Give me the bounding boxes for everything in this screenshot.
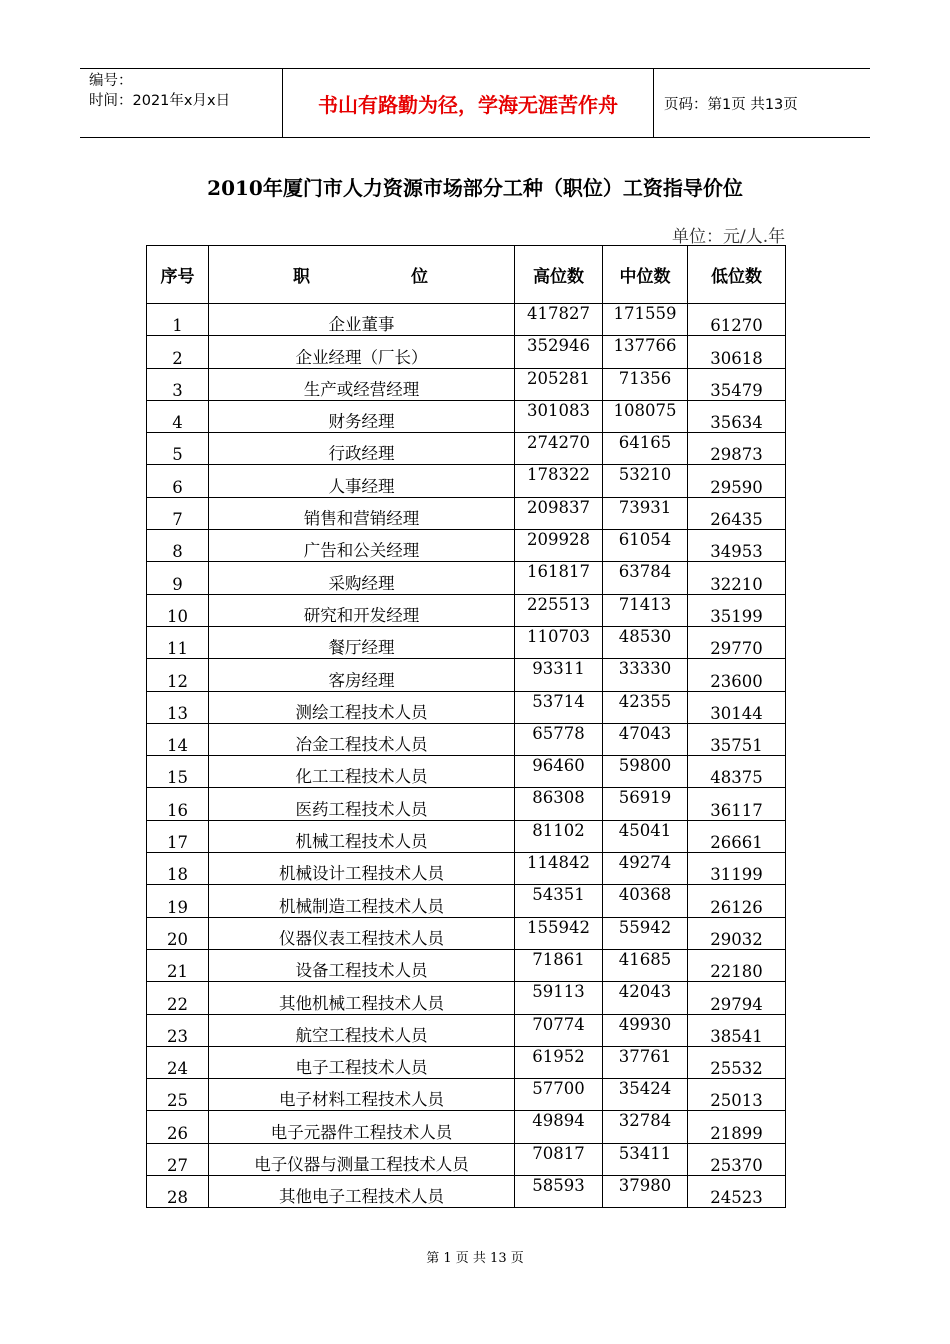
cell-high: 49894 (515, 1111, 603, 1143)
cell-mid: 71413 (603, 594, 688, 626)
cell-low: 35751 (688, 723, 786, 755)
cell-high: 110703 (515, 626, 603, 658)
cell-title: 冶金工程技术人员 (209, 723, 515, 755)
cell-title: 电子材料工程技术人员 (209, 1079, 515, 1111)
cell-high: 209928 (515, 530, 603, 562)
cell-title: 机械设计工程技术人员 (209, 853, 515, 885)
table-row (147, 368, 786, 400)
cell-mid: 137766 (603, 336, 688, 368)
cell-mid: 171559 (603, 304, 688, 336)
cell-low: 29794 (688, 982, 786, 1014)
cell-title: 客房经理 (209, 659, 515, 691)
cell-title: 电子工程技术人员 (209, 1046, 515, 1078)
cell-title: 测绘工程技术人员 (209, 691, 515, 723)
cell-low: 48375 (688, 756, 786, 788)
cell-mid: 49930 (603, 1014, 688, 1046)
header-mid: 中位数 (603, 246, 688, 304)
cell-low: 61270 (688, 304, 786, 336)
cell-mid: 48530 (603, 626, 688, 658)
code-label: 编号： (89, 73, 133, 89)
cell-no: 14 (147, 723, 209, 755)
cell-low: 25013 (688, 1079, 786, 1111)
cell-title: 企业董事 (209, 304, 515, 336)
unit-label: 单位：元/人.年 (672, 227, 786, 247)
table-row (147, 1079, 786, 1111)
cell-high: 59113 (515, 982, 603, 1014)
cell-low: 31199 (688, 853, 786, 885)
cell-title: 医药工程技术人员 (209, 788, 515, 820)
time-label: 时间：2021年x月x日 (89, 93, 231, 109)
cell-title: 航空工程技术人员 (209, 1014, 515, 1046)
table-row (147, 1176, 786, 1208)
cell-no: 15 (147, 756, 209, 788)
cell-high: 274270 (515, 433, 603, 465)
cell-mid: 33330 (603, 659, 688, 691)
cell-mid: 37980 (603, 1176, 688, 1208)
cell-mid: 71356 (603, 368, 688, 400)
cell-no: 20 (147, 917, 209, 949)
cell-mid: 64165 (603, 433, 688, 465)
cell-high: 114842 (515, 853, 603, 885)
cell-high: 161817 (515, 562, 603, 594)
cell-low: 22180 (688, 949, 786, 981)
cell-title: 人事经理 (209, 465, 515, 497)
cell-no: 3 (147, 368, 209, 400)
cell-high: 58593 (515, 1176, 603, 1208)
cell-no: 22 (147, 982, 209, 1014)
table-header-row (147, 246, 786, 304)
table-row (147, 1046, 786, 1078)
table-row (147, 982, 786, 1014)
cell-high: 96460 (515, 756, 603, 788)
header-no: 序号 (147, 246, 209, 304)
table-row (147, 304, 786, 336)
cell-high: 86308 (515, 788, 603, 820)
cell-mid: 41685 (603, 949, 688, 981)
table-body (147, 304, 786, 1208)
table-row (147, 1014, 786, 1046)
table-row (147, 1143, 786, 1175)
cell-low: 36117 (688, 788, 786, 820)
cell-low: 29590 (688, 465, 786, 497)
cell-no: 13 (147, 691, 209, 723)
table-row (147, 530, 786, 562)
cell-low: 30144 (688, 691, 786, 723)
cell-no: 26 (147, 1111, 209, 1143)
cell-low: 29770 (688, 626, 786, 658)
cell-no: 8 (147, 530, 209, 562)
table-row (147, 594, 786, 626)
cell-mid: 55942 (603, 917, 688, 949)
cell-title: 电子仪器与测量工程技术人员 (209, 1143, 515, 1175)
cell-high: 225513 (515, 594, 603, 626)
cell-no: 18 (147, 853, 209, 885)
cell-mid: 32784 (603, 1111, 688, 1143)
table-row (147, 400, 786, 432)
cell-high: 205281 (515, 368, 603, 400)
table-row (147, 433, 786, 465)
cell-no: 11 (147, 626, 209, 658)
cell-high: 70817 (515, 1143, 603, 1175)
header-job (209, 246, 515, 304)
table-row (147, 336, 786, 368)
cell-title: 采购经理 (209, 562, 515, 594)
cell-mid: 45041 (603, 820, 688, 852)
table-row (147, 949, 786, 981)
cell-mid: 63784 (603, 562, 688, 594)
cell-title: 仪器仪表工程技术人员 (209, 917, 515, 949)
cell-mid: 108075 (603, 400, 688, 432)
cell-title: 广告和公关经理 (209, 530, 515, 562)
cell-high: 54351 (515, 885, 603, 917)
cell-mid: 53210 (603, 465, 688, 497)
cell-title: 设备工程技术人员 (209, 949, 515, 981)
cell-high: 209837 (515, 497, 603, 529)
cell-high: 57700 (515, 1079, 603, 1111)
header-low: 低位数 (688, 246, 786, 304)
page-title: 2010年厦门市人力资源市场部分工种（职位）工资指导价位 (207, 176, 743, 200)
cell-low: 26435 (688, 497, 786, 529)
cell-mid: 49274 (603, 853, 688, 885)
header-job-left: 职 (293, 267, 310, 287)
cell-no: 5 (147, 433, 209, 465)
header-high: 高位数 (515, 246, 603, 304)
cell-mid: 42043 (603, 982, 688, 1014)
cell-no: 4 (147, 400, 209, 432)
header-meta-cell (80, 69, 282, 137)
table-row (147, 659, 786, 691)
cell-no: 19 (147, 885, 209, 917)
cell-high: 61952 (515, 1046, 603, 1078)
page-footer: 第 1 页 共 13 页 (426, 1251, 524, 1266)
cell-title: 餐厅经理 (209, 626, 515, 658)
cell-high: 352946 (515, 336, 603, 368)
cell-high: 155942 (515, 917, 603, 949)
header-job-right: 位 (411, 267, 428, 287)
cell-no: 6 (147, 465, 209, 497)
cell-low: 23600 (688, 659, 786, 691)
cell-low: 35479 (688, 368, 786, 400)
cell-mid: 61054 (603, 530, 688, 562)
cell-mid: 53411 (603, 1143, 688, 1175)
cell-high: 301083 (515, 400, 603, 432)
cell-mid: 56919 (603, 788, 688, 820)
cell-no: 28 (147, 1176, 209, 1208)
cell-no: 17 (147, 820, 209, 852)
table-row (147, 917, 786, 949)
cell-mid: 59800 (603, 756, 688, 788)
cell-no: 7 (147, 497, 209, 529)
cell-mid: 37761 (603, 1046, 688, 1078)
table-row (147, 465, 786, 497)
cell-no: 9 (147, 562, 209, 594)
table-row (147, 788, 786, 820)
table-row (147, 1111, 786, 1143)
cell-title: 财务经理 (209, 400, 515, 432)
cell-title: 其他机械工程技术人员 (209, 982, 515, 1014)
cell-high: 65778 (515, 723, 603, 755)
cell-low: 35199 (688, 594, 786, 626)
table-row (147, 691, 786, 723)
cell-high: 417827 (515, 304, 603, 336)
cell-no: 24 (147, 1046, 209, 1078)
cell-high: 81102 (515, 820, 603, 852)
table-row (147, 562, 786, 594)
cell-low: 25370 (688, 1143, 786, 1175)
cell-high: 178322 (515, 465, 603, 497)
cell-no: 25 (147, 1079, 209, 1111)
cell-low: 21899 (688, 1111, 786, 1143)
table-row (147, 723, 786, 755)
cell-mid: 47043 (603, 723, 688, 755)
cell-no: 27 (147, 1143, 209, 1175)
cell-no: 10 (147, 594, 209, 626)
cell-mid: 73931 (603, 497, 688, 529)
cell-no: 12 (147, 659, 209, 691)
wage-table (146, 245, 786, 1208)
cell-mid: 42355 (603, 691, 688, 723)
cell-high: 93311 (515, 659, 603, 691)
cell-title: 生产或经营经理 (209, 368, 515, 400)
cell-low: 30618 (688, 336, 786, 368)
cell-title: 销售和营销经理 (209, 497, 515, 529)
header-motto: 书山有路勤为径，学海无涯苦作舟 (282, 69, 654, 137)
cell-high: 70774 (515, 1014, 603, 1046)
cell-low: 32210 (688, 562, 786, 594)
cell-low: 34953 (688, 530, 786, 562)
cell-no: 2 (147, 336, 209, 368)
cell-title: 电子元器件工程技术人员 (209, 1111, 515, 1143)
cell-title: 行政经理 (209, 433, 515, 465)
cell-no: 1 (147, 304, 209, 336)
table-row (147, 626, 786, 658)
cell-mid: 35424 (603, 1079, 688, 1111)
cell-title: 研究和开发经理 (209, 594, 515, 626)
cell-title: 化工工程技术人员 (209, 756, 515, 788)
cell-title: 其他电子工程技术人员 (209, 1176, 515, 1208)
cell-no: 16 (147, 788, 209, 820)
cell-low: 26661 (688, 820, 786, 852)
cell-low: 29873 (688, 433, 786, 465)
cell-no: 21 (147, 949, 209, 981)
cell-no: 23 (147, 1014, 209, 1046)
table-row (147, 885, 786, 917)
cell-title: 企业经理（厂长） (209, 336, 515, 368)
table-row (147, 497, 786, 529)
cell-mid: 40368 (603, 885, 688, 917)
document-header (80, 68, 870, 138)
cell-title: 机械制造工程技术人员 (209, 885, 515, 917)
cell-high: 71861 (515, 949, 603, 981)
cell-high: 53714 (515, 691, 603, 723)
cell-title: 机械工程技术人员 (209, 820, 515, 852)
cell-low: 26126 (688, 885, 786, 917)
table-row (147, 820, 786, 852)
table-row (147, 853, 786, 885)
cell-low: 38541 (688, 1014, 786, 1046)
cell-low: 35634 (688, 400, 786, 432)
cell-low: 29032 (688, 917, 786, 949)
table-row (147, 756, 786, 788)
header-page-info: 页码：第1页 共13页 (664, 96, 798, 113)
cell-low: 25532 (688, 1046, 786, 1078)
cell-low: 24523 (688, 1176, 786, 1208)
